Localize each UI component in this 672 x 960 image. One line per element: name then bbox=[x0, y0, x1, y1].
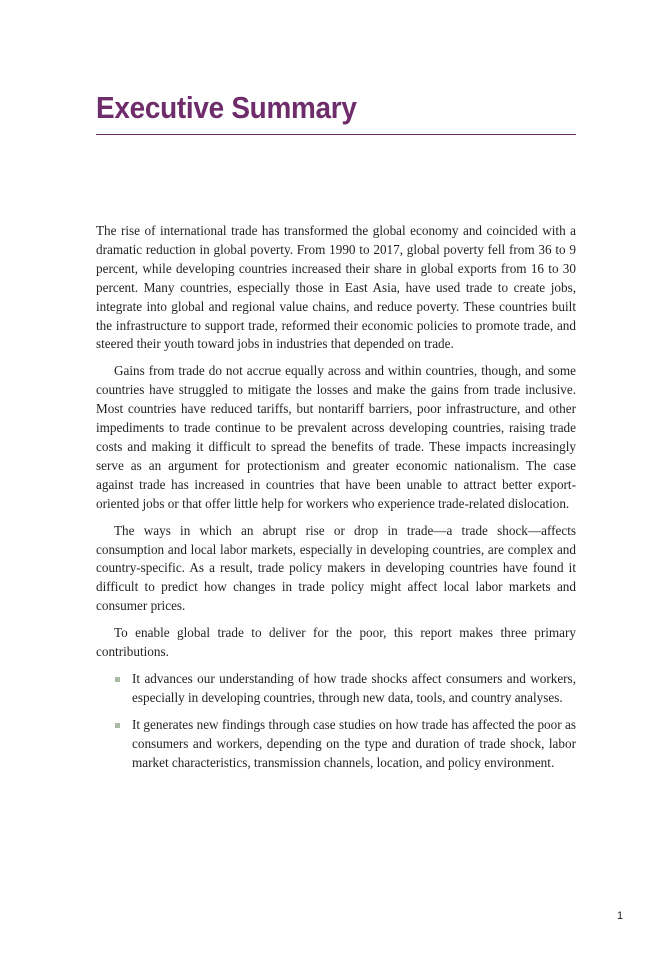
square-bullet-icon bbox=[115, 677, 120, 682]
paragraph: To enable global trade to deliver for the poor, this report makes three primary contributions. bbox=[96, 625, 576, 660]
list-item bbox=[96, 716, 576, 773]
body-text bbox=[96, 222, 576, 780]
list-item bbox=[96, 670, 576, 708]
list-item-text: It advances our understanding of how trade shocks affect consumers and workers, especially in developing countries, through new data, tools, and country analyses. bbox=[132, 670, 576, 705]
square-bullet-icon bbox=[115, 723, 120, 728]
title-divider bbox=[96, 134, 576, 135]
list-item-text: It generates new findings through case studies on how trade has affected the poor as consumers and workers, depending on the type and duration of trade shock, labor market characteristics, transmission channels, location, and policy environment. bbox=[132, 716, 576, 770]
page-title: Executive Summary bbox=[96, 90, 357, 125]
paragraph: The ways in which an abrupt rise or drop in trade—a trade shock—affects consumption and local labor markets, especially in developing countries, are complex and country-specific. As a result, trade policy makers in developing countries have found it difficult to predict how changes in trade policy might affect local labor markets and consumer prices. bbox=[96, 522, 576, 614]
page-number: 1 bbox=[617, 910, 624, 922]
contributions-list bbox=[96, 670, 576, 773]
paragraph: Gains from trade do not accrue equally across and within countries, though, and some countries have struggled to mitigate the losses and make the gains from trade inclusive. Most countries have reduced tariffs, but nontariff barriers, poor infrastructure, and other impediments to trade continue to be prevalent across developing countries, raising trade costs and making it difficult to spread the benefits of trade. These impacts increasingly serve as an argument for protectionism and greater economic nationalism. The case against trade has increased in countries that have been unable to attract better export-oriented jobs or that offer little help for workers who experience trade-related dislocation. bbox=[96, 363, 576, 511]
paragraph: The rise of international trade has transformed the global economy and coincided with a dramatic reduction in global poverty. From 1990 to 2017, global poverty fell from 36 to 9 percent, while developing countries increased their share in global exports from 16 to 30 percent. Many countries, especially those in East Asia, have used trade to create jobs, integrate into global and regional value chains, and reduce poverty. These countries built the infrastructure to support trade, reformed their economic policies to promote trade, and steered their youth toward jobs in industries that depended on trade. bbox=[96, 223, 576, 352]
